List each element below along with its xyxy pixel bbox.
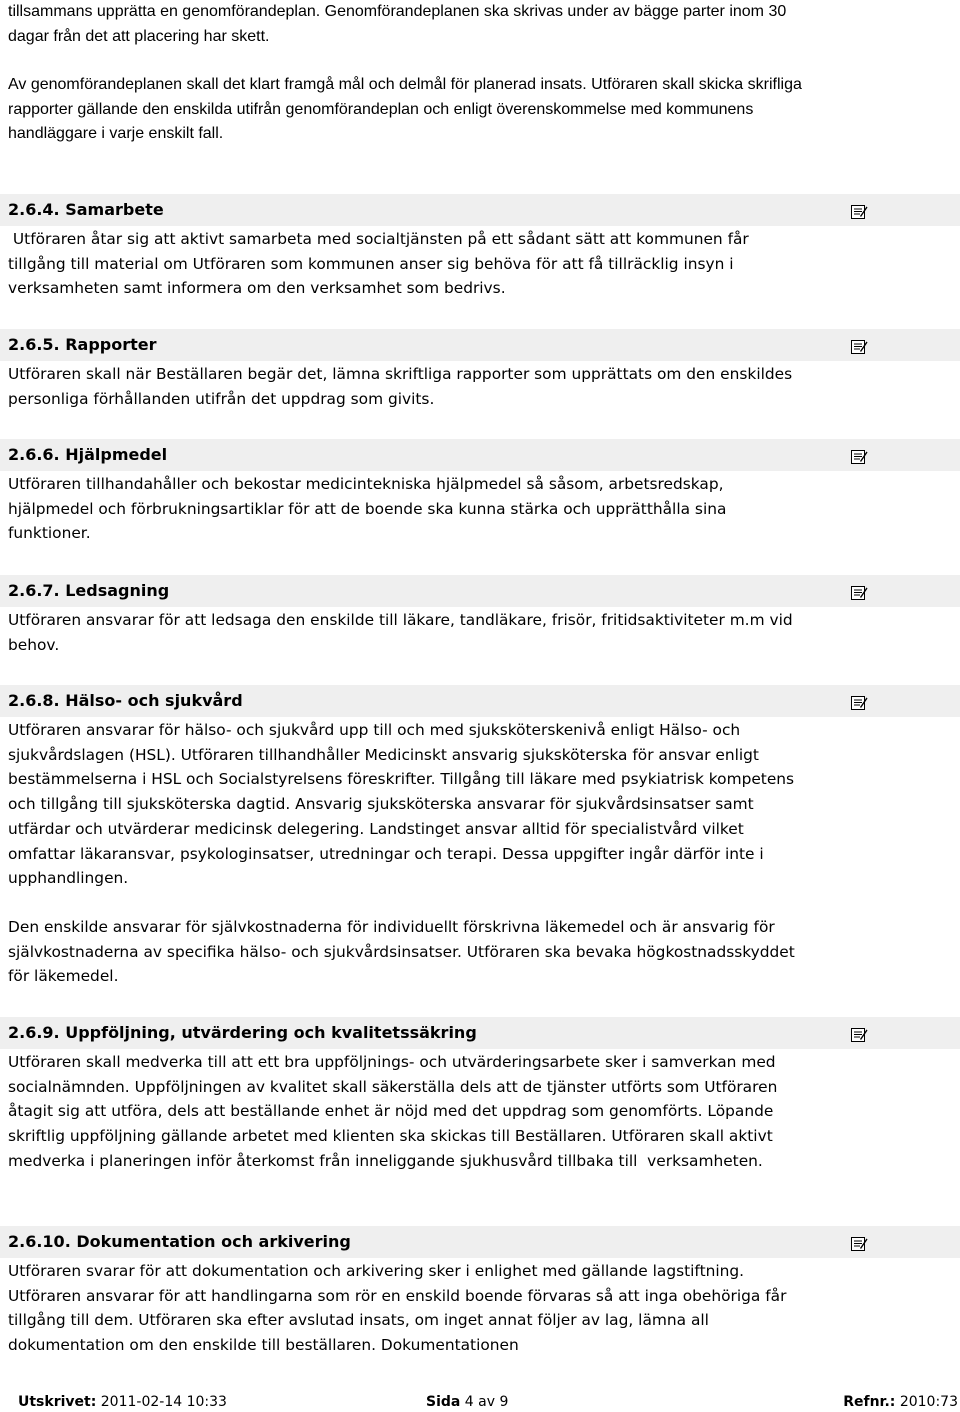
- section-header: [0, 194, 960, 226]
- document-edit-icon[interactable]: [850, 584, 868, 601]
- section-title: 2.6.4. Samarbete: [8, 200, 164, 219]
- printed-value: 2011-02-14 10:33: [96, 1394, 227, 1410]
- page-value: 4 av 9: [460, 1394, 509, 1410]
- section-title: 2.6.10. Dokumentation och arkivering: [8, 1232, 351, 1251]
- section-halso-och-sjukvard: [0, 685, 960, 989]
- section-hjalpmedel: [0, 439, 960, 546]
- document-edit-icon[interactable]: [850, 1235, 868, 1252]
- section-paragraph: Utföraren tillhandahåller och bekostar medicintekniska hjälpmedel så såsom, arbetsredskap, hjälpmedel och förbrukningsartiklar för att de boende ska kunna stärka och upprätthålla sina funktioner.: [8, 475, 727, 543]
- section-header: [0, 685, 960, 717]
- document-edit-icon[interactable]: [850, 203, 868, 220]
- intro-paragraph-2: Av genomförandeplanen skall det klart framgå mål och delmål för planerad insats. Utföraren skall skicka skrifliga rapporter gällande den enskilda utifrån genomförandeplan och enligt överenskommelse med kommunens handläggare i varje enskilt fall.: [8, 76, 802, 143]
- section-body: [0, 1050, 808, 1174]
- section-body: [0, 718, 808, 989]
- section-uppfoljning: [0, 1017, 960, 1174]
- section-paragraph: Utföraren ansvarar för att ledsaga den enskilde till läkare, tandläkare, frisör, fritidsaktiviteter m.m vid behov.: [8, 611, 793, 654]
- document-edit-icon[interactable]: [850, 694, 868, 711]
- section-title: 2.6.7. Ledsagning: [8, 581, 170, 600]
- section-title: 2.6.6. Hjälpmedel: [8, 445, 168, 464]
- section-body: [0, 227, 808, 301]
- section-title: 2.6.9. Uppföljning, utvärdering och kvalitetssäkring: [8, 1023, 477, 1042]
- ref-label: Refnr.:: [843, 1394, 896, 1410]
- page-number: [426, 1393, 508, 1411]
- section-paragraph: Utföraren svarar för att dokumentation och arkivering sker i enlighet med gällande lagstiftning. Utföraren ansvarar för att handlingarna som rör en enskild boende förvaras så att inga obehöriga får tillgång till dem. Utföraren ska efter avslutad insats, om inget annat följer av lag, lämna all dokumentation om den enskilde till beställaren. Dokumentationen: [8, 1262, 787, 1355]
- section-paragraph: Utföraren skall medverka till att ett bra uppföljnings- och utvärderingsarbete sker i samverkan med socialnämnden. Uppföljningen av kvalitet skall säkerställa dels att de tjänster utförts som Utföraren åtagit sig att utföra, dels att beställande enhet är nöjd med det uppdrag som genomförts. Löpande skriftlig uppföljning gällande arbetet med klienten ska skickas till Beställaren. Utföraren skall aktivt medverka i planeringen inför återkomst från inneliggande sjukhusvård tillbaka till verksamheten.: [8, 1053, 783, 1170]
- section-rapporter: [0, 329, 960, 411]
- section-body: [0, 608, 808, 657]
- section-title: 2.6.5. Rapporter: [8, 335, 157, 354]
- section-paragraph: Den enskilde ansvarar för självkostnaderna för individuellt förskrivna läkemedel och är ansvarig för självkostnaderna av specifika hälso- och sjukvårdsinsatser. Utföraren ska bevaka högkostnadsskyddet för läkemedel.: [8, 917, 795, 986]
- ref-value: 2010:73: [895, 1394, 958, 1410]
- section-dokumentation: [0, 1226, 960, 1358]
- printed-date: [18, 1393, 227, 1411]
- section-title: 2.6.8. Hälso- och sjukvård: [8, 691, 243, 710]
- section-paragraph: Utföraren ansvarar för hälso- och sjukvård upp till och med sjuksköterskenivå enligt Hälso- och sjukvårdslagen (HSL). Utföraren tillhandhåller Medicinskt ansvarig sjuksköterska för ansvar enligt bestämmelserna i HSL och Socialstyrelsens föreskrifter. Tillgång till läkare med psykiatrisk kompetens och tillgång till sjuksköterska dagtid. Ansvarig sjuksköterska ansvarar för sjukvårdsinsatser samt utfärdar och utvärderar medicinsk delegering. Landstinget ansvar alltid för specialistvård vilket omfattar läkaransvar, psykologinsatser, utredningar och terapi. Dessa uppgifter ingår därför inte i upphandlingen.: [8, 721, 795, 888]
- section-paragraph: Utföraren skall när Beställaren begär det, lämna skriftliga rapporter som upprättats om den enskildes personliga förhållanden utifrån det uppdrag som givits.: [8, 365, 793, 408]
- document-edit-icon[interactable]: [850, 338, 868, 355]
- section-header: [0, 329, 960, 361]
- section-body: [0, 472, 808, 546]
- section-samarbete: [0, 194, 960, 301]
- intro-text: [8, 0, 808, 147]
- intro-paragraph-1: tillsammans upprätta en genomförandeplan. Genomförandeplanen ska skrivas under av bägge parter inom 30 dagar från det att placering har skett.: [8, 3, 787, 45]
- section-body: [0, 362, 808, 411]
- page-footer: [0, 1393, 960, 1411]
- section-header: [0, 439, 960, 471]
- section-header: [0, 575, 960, 607]
- section-ledsagning: [0, 575, 960, 657]
- page-label: Sida: [426, 1394, 461, 1410]
- document-edit-icon[interactable]: [850, 448, 868, 465]
- reference-number: [843, 1393, 958, 1411]
- document-edit-icon[interactable]: [850, 1026, 868, 1043]
- section-header: [0, 1017, 960, 1049]
- section-paragraph: Utföraren åtar sig att aktivt samarbeta med socialtjänsten på ett sådant sätt att kommunen får tillgång till material om Utföraren som kommunen anser sig behöva för att få tillräcklig insyn i verksamheten samt informera om den verksamhet som bedrivs.: [8, 230, 754, 298]
- section-header: [0, 1226, 960, 1258]
- section-body: [0, 1259, 808, 1358]
- printed-label: Utskrivet:: [18, 1394, 97, 1410]
